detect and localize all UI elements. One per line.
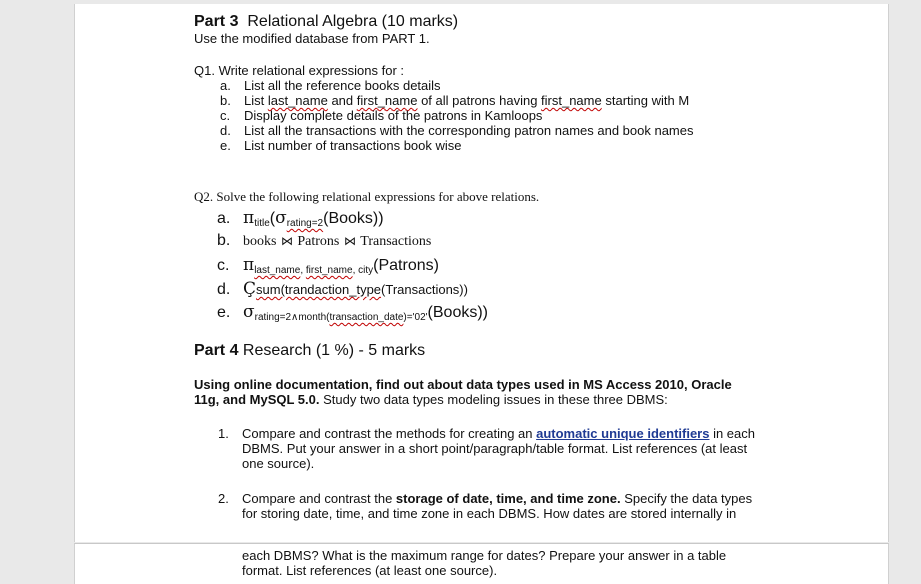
relation-name: (Books)) (323, 210, 384, 227)
part4-item-text: Compare and contrast the methods for creating an (242, 426, 537, 441)
q1-item-a (220, 78, 441, 93)
q1-item-text: List all the reference books details (244, 78, 441, 93)
selection-symbol: σ (243, 302, 255, 322)
open-paren: ( (269, 210, 276, 227)
part4-item-2-line2: for storing date, time, and time zone in each DBMS. How dates are stored internally in (242, 506, 737, 521)
part4-item-text: Specify the data types (620, 491, 753, 506)
projection-symbol: π (243, 255, 255, 275)
part4-intro-line2 (194, 392, 668, 407)
relation-patrons: Patrons (297, 234, 340, 249)
q1-item-marker: e. (220, 138, 231, 153)
relation-books: books (243, 234, 277, 249)
q1-heading: Q1. Write relational expressions for : (194, 63, 405, 78)
part4-item-text: Compare and contrast the (242, 491, 396, 506)
q1-item-text: starting with M (601, 93, 690, 108)
part4-item-2-marker: 2. (218, 491, 229, 506)
q2-item-marker: c. (217, 257, 230, 274)
projection-subscript: title (254, 218, 270, 229)
part3-subtitle: Use the modified database from PART 1. (194, 31, 430, 46)
relation-name: (Books)) (427, 304, 488, 321)
part4-intro-line1: Using online documentation, find out about data types used in MS Access 2010, Oracle (194, 377, 732, 392)
part4-item-1-line2: DBMS. Put your answer in a short point/paragraph/table format. List references (at least (242, 441, 748, 456)
q2-item-b (217, 232, 431, 250)
spell-flag-last-name: last_name (267, 93, 328, 108)
q1-item-marker: a. (220, 78, 231, 93)
q2-item-e (217, 302, 488, 323)
projection-subscript: first_name (305, 265, 353, 276)
projection-subscript: last_name (254, 265, 301, 276)
document-page-1 (74, 4, 889, 542)
q1-item-text: and (327, 93, 357, 108)
aggregate-subscript: sum(trandaction_type (256, 282, 382, 297)
document-page-2 (74, 543, 889, 584)
part3-heading (194, 13, 458, 31)
part4-title-bold: Part 4 (194, 342, 239, 359)
relation-name: (Patrons) (373, 257, 439, 274)
part3-title-bold: Part 3 (194, 13, 239, 30)
q2-item-d (217, 279, 468, 299)
q1-item-marker: d. (220, 123, 231, 138)
q2-item-c (217, 255, 439, 276)
q2-item-marker: d. (217, 281, 231, 298)
projection-subscript: , city (352, 265, 374, 276)
selection-subscript: rating=2 (286, 218, 324, 229)
part4-intro-rest: Study two data types modeling issues in these three DBMS: (319, 392, 668, 407)
part4-item-1-marker: 1. (218, 426, 229, 441)
part3-title-rest: Relational Algebra (10 marks) (247, 13, 459, 30)
q1-item-marker: b. (220, 93, 231, 108)
spell-flag-first-name: first_name (356, 93, 418, 108)
part4-title-rest: Research (1 %) - 5 marks (238, 342, 426, 359)
part4-item-2-line4: format. List references (at least one source). (242, 563, 498, 578)
selection-symbol: σ (275, 208, 287, 228)
q1-item-text: List all the transactions with the corresponding patron names and book names (244, 123, 694, 138)
q1-item-d (220, 123, 693, 138)
part4-item-2-line3: each DBMS? What is the maximum range for dates? Prepare your answer in a table (242, 548, 727, 563)
part4-item-1-line1 (242, 426, 755, 441)
projection-symbol: π (243, 208, 255, 228)
q1-item-text: of all patrons having (417, 93, 542, 108)
relation-transactions: Transactions (360, 234, 432, 249)
q2-item-marker: b. (217, 232, 231, 249)
selection-subscript: rating=2∧month( (254, 312, 330, 323)
q1-item-text: List (244, 93, 268, 108)
q2-item-a (217, 208, 384, 229)
q1-item-e (220, 138, 462, 153)
part4-item-1-line3: one source). (242, 456, 315, 471)
join-symbol: ⋈ (280, 234, 293, 248)
q1-item-text: List number of transactions book wise (244, 138, 462, 153)
selection-subscript: )='02' (403, 312, 428, 323)
part4-item-text: in each (709, 426, 756, 441)
selection-subscript: transaction_date (329, 312, 404, 323)
automatic-unique-identifiers-link[interactable]: automatic unique identifiers (536, 426, 710, 441)
join-symbol: ⋈ (343, 234, 356, 248)
q1-item-text: Display complete details of the patrons in Kamloops (244, 108, 543, 123)
q1-item-marker: c. (220, 108, 231, 123)
q2-heading: Q2. Solve the following relational expressions for above relations. (194, 189, 540, 204)
part4-intro-bold: 11g, and MySQL 5.0. (194, 392, 320, 407)
part4-heading (194, 342, 425, 360)
spell-flag-first-name-2: first_name (541, 93, 602, 108)
q2-item-marker: e. (217, 304, 231, 321)
part4-item-2-line1 (242, 491, 752, 506)
q2-item-marker: a. (217, 210, 231, 227)
relation-name: (Transactions)) (381, 282, 468, 297)
part4-item-bold: storage of date, time, and time zone. (395, 491, 621, 506)
q1-item-c (220, 108, 542, 123)
projection-subscript: , (300, 265, 306, 276)
aggregate-symbol: Ç (243, 279, 257, 299)
q1-item-b (220, 93, 689, 108)
